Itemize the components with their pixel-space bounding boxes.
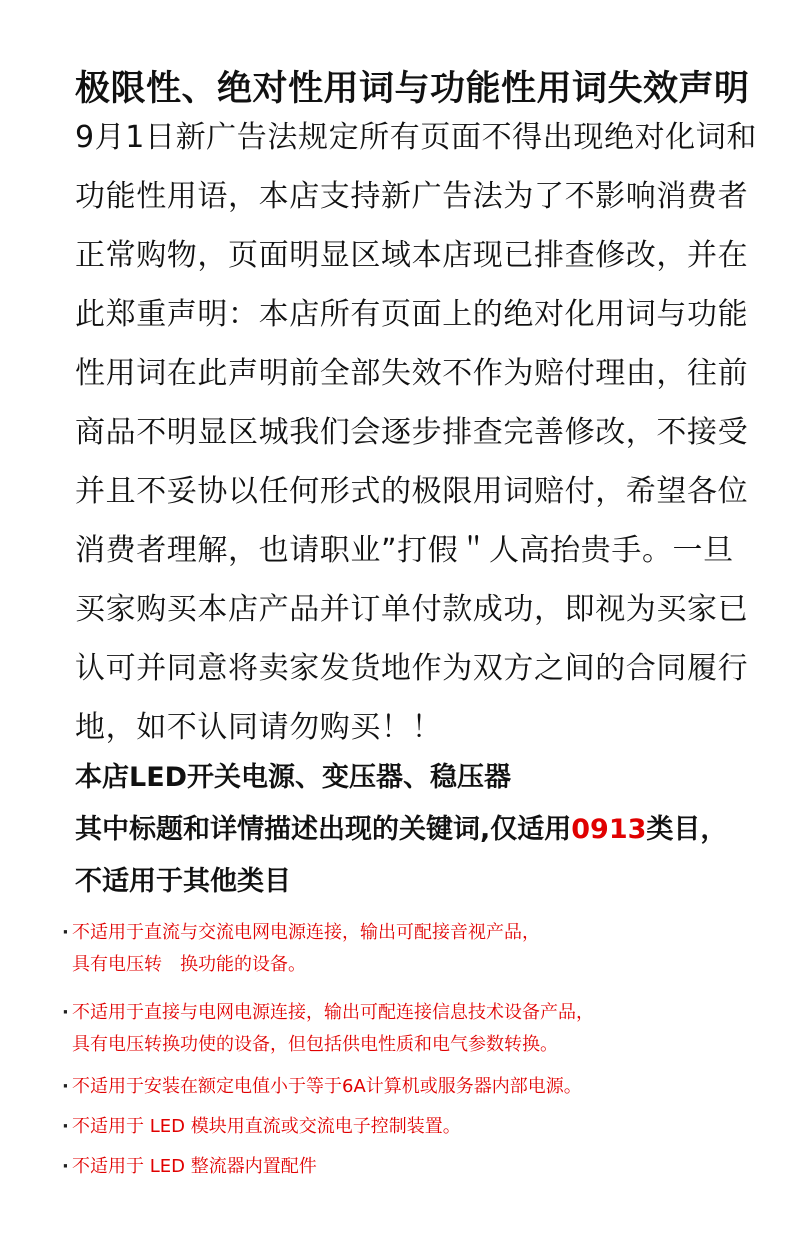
disclaimer-notice [75, 108, 757, 757]
bullet-icon: · [62, 1116, 69, 1137]
notice-line: 9月1日新广告法规定所有页面不得出现绝对化词和 [75, 120, 757, 155]
exclusion-list [62, 917, 762, 1191]
exclusion-item [62, 917, 762, 985]
category-code: 0913 [571, 814, 647, 845]
notice-line: 并且不妥协以任何形式的极限用词赔付，希望各位 [75, 474, 749, 509]
notice-line: 消费者理解，也请职业”打假＂人高抬贵手。一旦 [75, 533, 734, 568]
notice-line: 性用词在此声明前全部失效不作为赔付理由，往前 [75, 356, 749, 391]
scope-exclusion-line: 不适用于其他类目 [75, 866, 291, 897]
exclusion-text-cont: 具有电压转换功使的设备，但包括供电性质和电气参数转换。 [72, 1034, 558, 1055]
exclusion-text: 不适用于直流与交流电网电源连接，输出可配接音视产品， [72, 922, 540, 943]
notice-line: 买家购买本店产品并订单付款成功，即视为买家已 [75, 592, 749, 627]
product-scope [75, 752, 775, 908]
scope-category-line [75, 804, 775, 856]
exclusion-text: 不适用于 LED 模块用直流或交流电子控制装置。 [72, 1116, 461, 1137]
notice-line: 商品不明显区城我们会逐步排查完善修改，不接受 [75, 415, 749, 450]
bullet-icon: · [62, 1156, 69, 1177]
bullet-icon: · [62, 1076, 69, 1097]
exclusion-item [62, 1111, 762, 1151]
scope-product-line: 本店LED开关电源、变压器、稳压器 [75, 762, 512, 793]
exclusion-text: 不适用于 LED 整流器内置配件 [72, 1156, 317, 1177]
exclusion-text: 不适用于直接与电网电源连接，输出可配连接信息技术设备产品， [72, 1002, 594, 1023]
exclusion-text-cont: 具有电压转 换功能的设备。 [72, 954, 306, 975]
notice-line: 此郑重声明：本店所有页面上的绝对化用词与功能 [75, 297, 749, 332]
scope-suffix: 类目， [646, 814, 728, 845]
notice-line: 认可并同意将卖家发货地作为双方之间的合同履行 [75, 651, 749, 686]
bullet-icon: · [62, 1002, 69, 1023]
page-title: 极限性、绝对性用词与功能性用词失效声明 [75, 69, 750, 110]
exclusion-item [62, 1071, 762, 1111]
scope-prefix: 其中标题和详情描述出现的关键词,仅适用 [75, 814, 572, 845]
exclusion-item [62, 1151, 762, 1191]
exclusion-item [62, 997, 762, 1067]
notice-line: 功能性用语，本店支持新广告法为了不影响消费者 [75, 179, 749, 214]
notice-line: 地，如不认同请勿购买！！ [75, 710, 443, 745]
exclusion-text: 不适用于安装在额定电值小于等于6A计算机或服务器内部电源。 [72, 1076, 582, 1097]
bullet-icon: · [62, 922, 69, 943]
notice-line: 正常购物，页面明显区域本店现已排查修改，并在 [75, 238, 749, 273]
